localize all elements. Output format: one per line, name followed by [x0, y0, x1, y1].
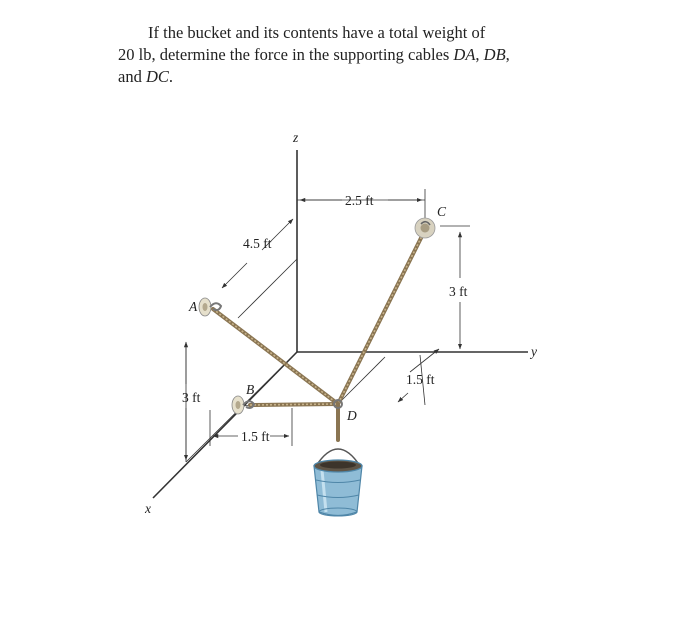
- period: .: [168, 67, 173, 86]
- dimension-4-5-ft: 4.5 ft: [243, 236, 272, 251]
- problem-text-line-2: 20 lb, determine the force in the supporting cables: [118, 45, 454, 64]
- coordinate-axes: [153, 150, 528, 498]
- point-a-label: A: [189, 299, 198, 314]
- point-d-label: D: [347, 408, 357, 423]
- anchor-c: [415, 218, 435, 238]
- cable-da-label: DA: [453, 45, 476, 64]
- separator: ,: [505, 45, 510, 64]
- cable-dc-label: DC: [145, 67, 169, 86]
- bucket: [314, 449, 362, 516]
- problem-text-line-1: If the bucket and its contents have a total weight of: [148, 23, 486, 42]
- cables: [213, 230, 425, 440]
- problem-text-line-3: and: [118, 67, 146, 86]
- dimension-2-5-ft: 2.5 ft: [345, 193, 374, 208]
- dimension-1-5-ft-bottom: 1.5 ft: [241, 429, 270, 444]
- x-axis-label: x: [145, 501, 151, 516]
- dimension-3-ft-left: 3 ft: [182, 390, 201, 405]
- dimension-3-ft-right: 3 ft: [449, 284, 468, 299]
- cable-db-label: DB: [483, 45, 506, 64]
- separator: ,: [475, 45, 484, 64]
- point-b-label: B: [246, 382, 255, 397]
- y-axis-label: y: [531, 344, 537, 359]
- point-c-label: C: [437, 204, 447, 219]
- dimension-1-5-ft-right: 1.5 ft: [406, 372, 435, 387]
- z-axis-label: z: [293, 130, 299, 145]
